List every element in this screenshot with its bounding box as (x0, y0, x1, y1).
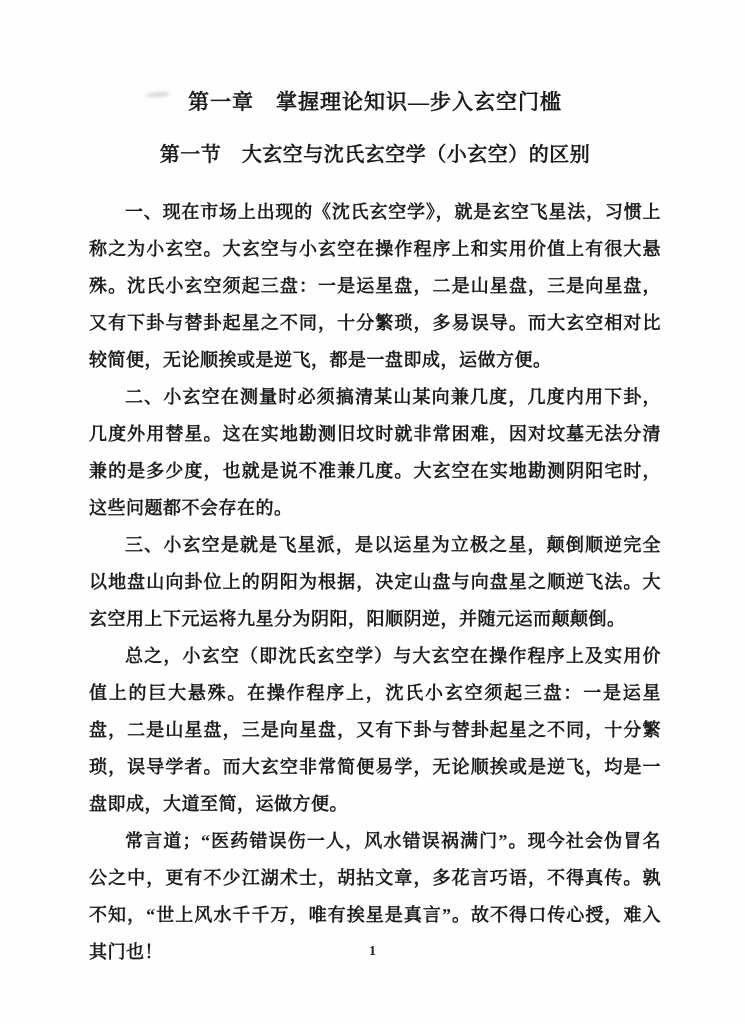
paragraph-5: 常言道；“医药错误伤一人，风水错误祸满门”。现今社会伪冒名公之中，更有不少江湖术士，胡拈文章，多花言巧语，不得真传。孰不知，“世上风水千千万，唯有挨星是真言”。故不得口传心授，难入其门也！ (89, 831, 661, 962)
paragraph-2: 二、小玄空在测量时必须搞清某山某向兼几度，几度内用下卦，几度外用替星。这在实地勘测旧坟时就非常困难，因对坟墓无法分清兼的是多少度，也就是说不准兼几度。大玄空在实地勘测阴阳宅时，这些问题都不会存在的。 (89, 387, 661, 518)
body-text (0, 194, 745, 971)
section-title: 第一节 大玄空与沈氏玄空学（小玄空）的区别 (159, 144, 591, 166)
paragraph-3: 三、小玄空是就是飞星派，是以运星为立极之星，颠倒顺逆完全以地盘山向卦位上的阴阳为根据，决定山盘与向盘星之顺逆飞法。大玄空用上下元运将九星分为阴阳，阳顺阴逆，并随元运而颠颠倒。 (89, 535, 661, 629)
paragraph-4: 总之，小玄空（即沈氏玄空学）与大玄空在操作程序上及实用价值上的巨大悬殊。在操作程序上，沈氏小玄空须起三盘：一是运星盘，二是山星盘，三是向星盘，又有下卦与替卦起星之不同，十分繁琐，误导学者。而大玄空非常简便易学，无论顺挨或是逆飞，均是一盘即成，大道至简，运做方便。 (89, 646, 661, 814)
page-number: 1 (369, 944, 376, 959)
paragraph-1: 一、现在市场上出现的《沈氏玄空学》，就是玄空飞星法，习惯上称之为小玄空。大玄空与小玄空在操作程序上和实用价值上有很大悬殊。沈氏小玄空须起三盘：一是运星盘，二是山星盘，三是向星盘，又有下卦与替卦起星之不同，十分繁琐，多易误导。而大玄空相对比较简便，无论顺挨或是逆飞，都是一盘即成，运做方便。 (89, 202, 661, 370)
chapter-title: 第一章 掌握理论知识—步入玄空门槛 (188, 90, 562, 114)
